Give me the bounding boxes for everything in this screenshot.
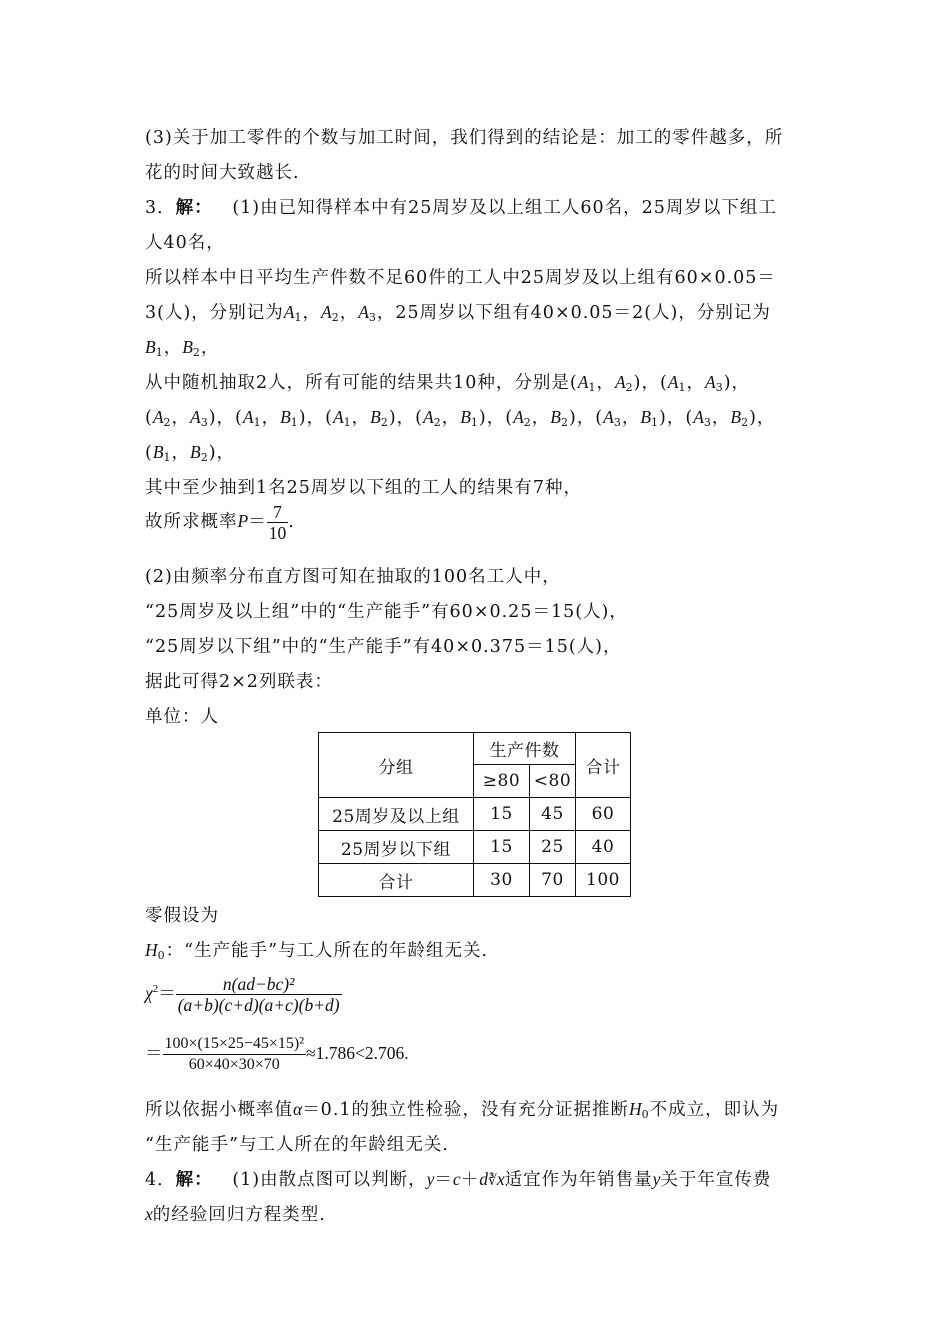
- q3-line-3: 所以样本中日平均生产件数不足60件的工人中25周岁及以上组有60×0.05＝: [145, 268, 776, 288]
- q3-line-1: 3．解： (1)由已知得样本中有25周岁及以上组工人60名，25周岁以下组工: [145, 198, 777, 218]
- q3-number: 3．: [145, 198, 176, 218]
- chi-square-formula: $\chi^2=$ $\frac{\text{n(ad−bc)²}}{(a+b)(c+d)(a+c)(b+d)}$: [145, 974, 340, 1015]
- table-row: 25周岁以下组 15 25 40: [319, 831, 631, 864]
- chi-square-calculation: ＝ $\frac{\text{100×(15×25−45×15)²}}{60\times 40\times 30\times 70}$ ≈1.786<2.706.: [145, 1035, 409, 1073]
- contingency-table: [318, 732, 631, 897]
- q3-line-6: 从中随机抽取2人，所有可能的结果共10种，分别是($A_1$，$A_2$)，($A_1$，$A_3$)，: [145, 372, 751, 394]
- header-lt80: <80: [530, 765, 576, 798]
- q3-part-2-line-4: 据此可得2×2列联表：: [145, 672, 333, 692]
- q4-line-2: x的经验回归方程类型.: [145, 1204, 326, 1225]
- header-group: 分组: [319, 733, 474, 798]
- para-3-line-2: 花的时间大致越长.: [145, 163, 300, 183]
- conclusion-line-1: 所以依据小概率值α＝0.1的独立性检验，没有充分证据推断$H_0$不成立，即认为: [145, 1099, 780, 1121]
- q3-part-2-line-3: “25周岁以下组”中的“生产能手”有40×0.375＝15(人)，: [145, 637, 622, 657]
- header-total: 合计: [576, 733, 631, 798]
- header-production-count: 生产件数: [474, 733, 576, 765]
- null-hypothesis: $H_0$：“生产能手”与工人所在的年龄组无关.: [145, 940, 489, 962]
- table-row: 25周岁及以上组 15 45 60: [319, 798, 631, 831]
- q3-line-4: 3(人)，分别记为$A_1$，$A_2$，$A_3$，25周岁以下组有40×0.05＝2(人)，分别记为: [145, 302, 771, 324]
- q3-part-2-line-2: “25周岁及以上组”中的“生产能手”有60×0.25＝15(人)，: [145, 602, 628, 622]
- q3-line-5: $B_1$，$B_2$，: [145, 337, 220, 359]
- conclusion-line-2: “生产能手”与工人所在的年龄组无关.: [145, 1135, 449, 1155]
- q3-line-2: 人40名，: [145, 233, 225, 253]
- q3-part-2-line-1: (2)由频率分布直方图可知在抽取的100名工人中，: [145, 567, 561, 587]
- header-ge80: ≥80: [474, 765, 530, 798]
- para-3-line-1: (3)关于加工零件的个数与加工时间，我们得到的结论是：加工的零件越多，所: [145, 128, 784, 148]
- table-unit: 单位：人: [145, 707, 219, 727]
- calculation-fraction: $\frac{\text{100×(15×25−45×15)²}}{60\times 40\times 30\times 70}$: [164, 1035, 305, 1073]
- q3-line-8: ($B_1$，$B_2$)，: [145, 442, 236, 464]
- q4-solve-label: 解：: [175, 1170, 213, 1190]
- q3-probability: 故所求概率P＝ $\frac{7}{10}$ .: [145, 502, 295, 543]
- table-row: 合计 30 70 100: [319, 864, 631, 897]
- q4-number: 4．: [145, 1170, 176, 1190]
- q3-line-9: 其中至少抽到1名25周岁以下组的工人的结果有7种，: [145, 478, 583, 498]
- q3-solve-label: 解：: [175, 198, 213, 218]
- q4-line-1: 4．解： (1)由散点图可以判断，y＝c＋d∛x适宜作为年销售量y关于年宣传费: [145, 1169, 772, 1190]
- null-hypothesis-intro: 零假设为: [145, 906, 219, 926]
- probability-fraction: $\frac{7}{10}$: [268, 502, 287, 543]
- chi-square-fraction: $\frac{\text{n(ad−bc)²}}{(a+b)(c+d)(a+c)(b+d)}$: [177, 974, 340, 1015]
- q3-line-7: ($A_2$，$A_3$)，($A_1$，$B_1$)，($A_1$，$B_2$)，($A_2$，$B_1$)，($A_2$，$B_2$)，($A_3$，$B_1$)，($A_3$，$B_2$)，: [145, 407, 776, 429]
